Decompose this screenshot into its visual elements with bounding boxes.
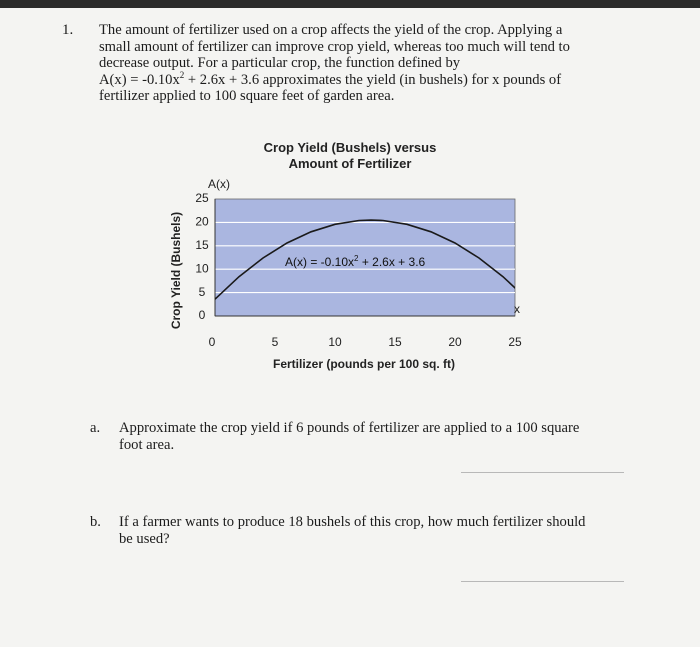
y-tick-label: 10 (195, 261, 209, 276)
problem-line: The amount of fertilizer used on a crop affects the yield of the crop. Applying a (99, 22, 563, 38)
x-tick-label: 15 (388, 335, 402, 349)
y-axis-title: Crop Yield (Bushels) (169, 211, 183, 330)
annotation-exponent: 2 (354, 254, 359, 263)
part-b-text (119, 514, 629, 547)
chart-title (240, 140, 460, 172)
annotation-prefix: A(x) = -0.10x (285, 255, 355, 269)
problem-line: decrease output. For a particular crop, the function defined by (99, 55, 461, 72)
y-tick-label: 20 (195, 214, 209, 229)
y-tick-label: 5 (198, 284, 206, 299)
function-exponent: 2 (179, 69, 185, 80)
y-axis-name: A(x) (208, 177, 230, 191)
y-tick-label: 25 (195, 191, 209, 206)
part-a-text (119, 420, 629, 453)
function-suffix: + 2.6x + 3.6 approximates the yield (in bushels) for x pounds of (184, 71, 562, 88)
part-b-label: b. (90, 514, 101, 530)
part-a-line: foot area. (119, 436, 175, 453)
x-tick-label: 20 (448, 335, 462, 349)
function-prefix: A(x) = -0.10x (99, 71, 180, 88)
x-axis-name: x (514, 302, 520, 316)
answer-line-b[interactable] (461, 581, 624, 582)
question-number: 1. (62, 22, 74, 38)
function-line (99, 69, 619, 89)
part-a-line: Approximate the crop yield if 6 pounds of fertilizer are applied to a 100 square (119, 420, 580, 436)
y-tick-label: 15 (195, 237, 209, 252)
x-tick-label: 5 (271, 335, 279, 349)
problem-line: fertilizer applied to 100 square feet of garden area. (99, 88, 395, 105)
part-b-line: be used? (119, 530, 170, 547)
problem-text (99, 22, 619, 105)
part-a-label: a. (90, 420, 101, 436)
answer-line-a[interactable] (461, 472, 624, 473)
chart-title-line: Crop Yield (Bushels) versus (263, 140, 437, 155)
part-b-line: If a farmer wants to produce 18 bushels of this crop, how much fertilizer should (119, 514, 586, 530)
x-axis-title: Fertilizer (pounds per 100 sq. ft) (272, 357, 456, 371)
x-tick-label: 10 (328, 335, 342, 349)
problem-line: small amount of fertilizer can improve crop yield, whereas too much will tend to (99, 38, 570, 55)
window-top-bar (0, 0, 700, 8)
crop-yield-chart (160, 170, 540, 380)
annotation-suffix: + 2.6x + 3.6 (358, 255, 426, 269)
y-tick-label: 0 (198, 308, 206, 323)
chart-title-line: Amount of Fertilizer (288, 156, 412, 171)
x-tick-label: 25 (508, 335, 522, 349)
x-tick-label: 0 (208, 335, 216, 349)
